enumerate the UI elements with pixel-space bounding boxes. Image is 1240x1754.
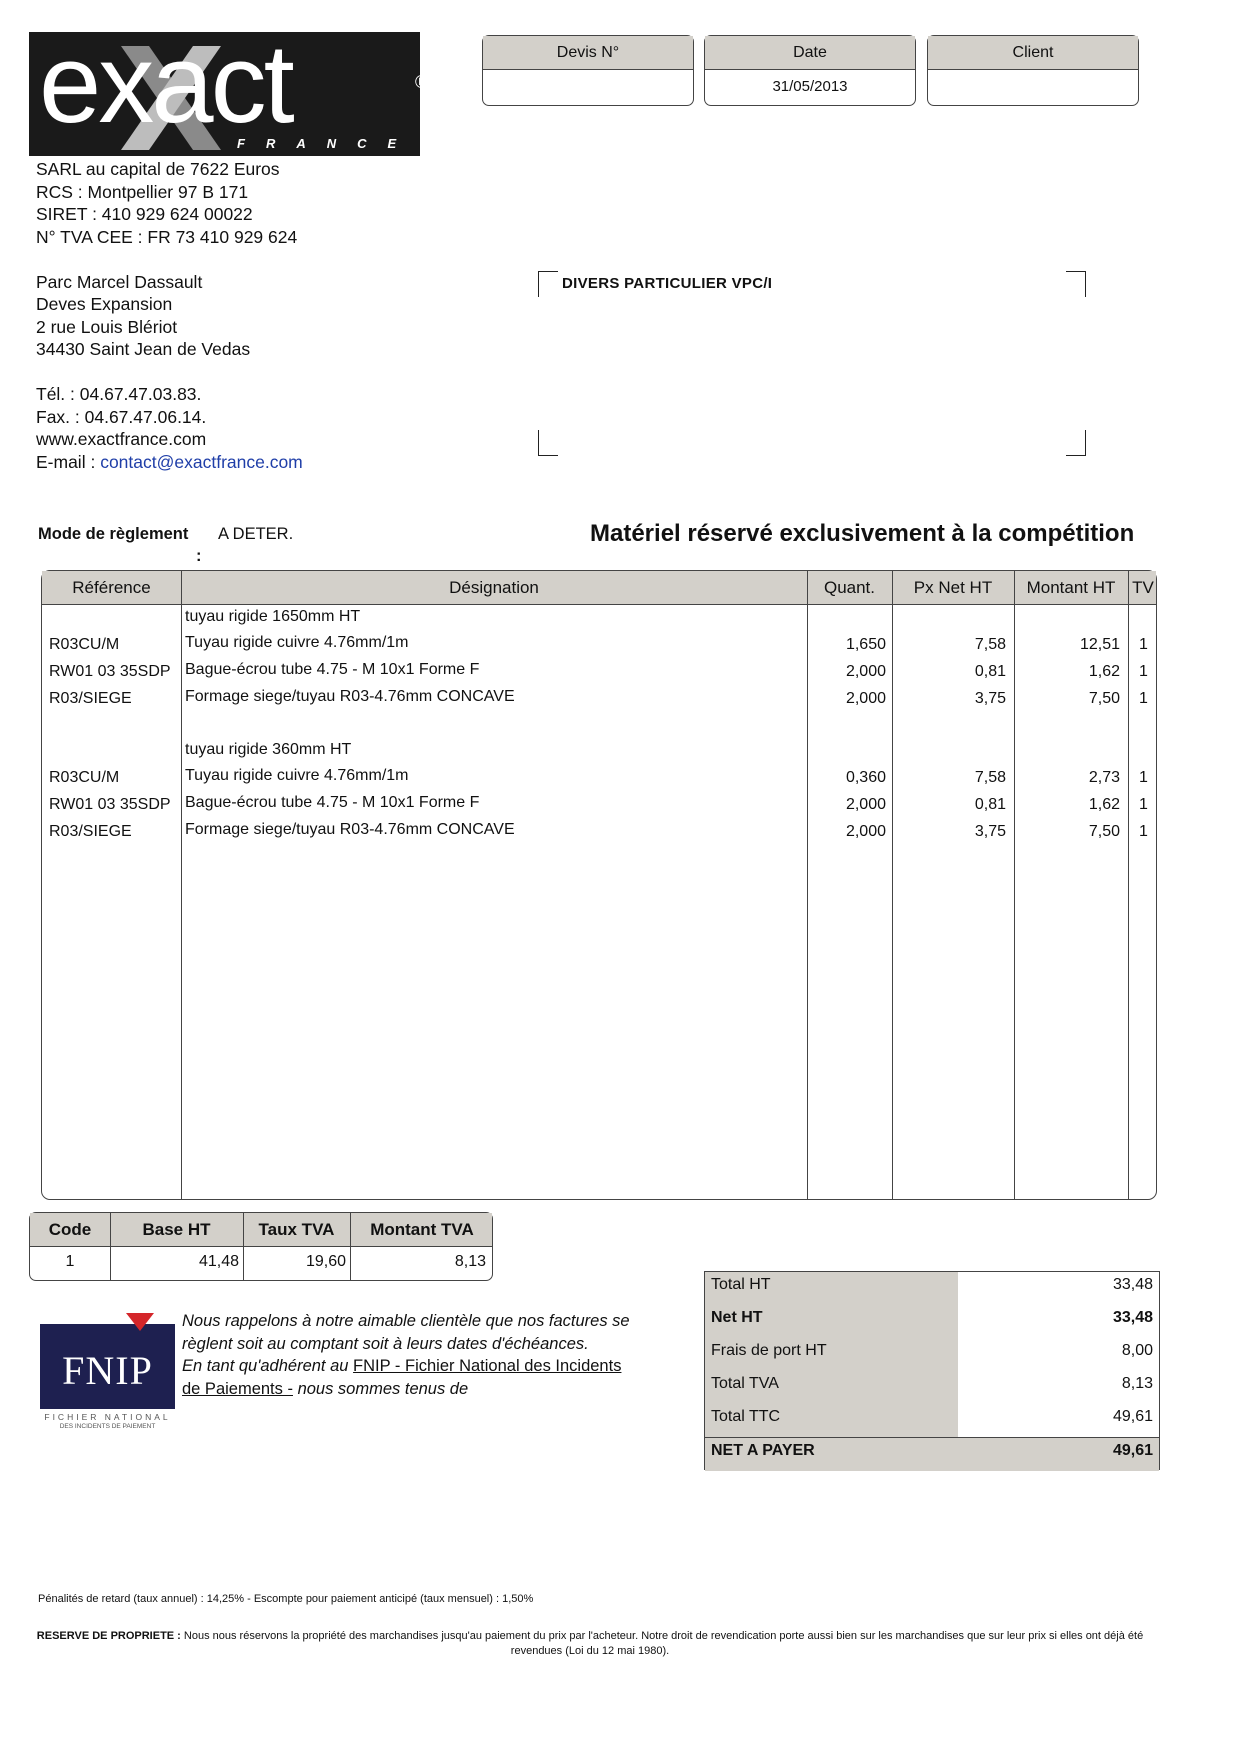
col-divider — [892, 571, 893, 1199]
fnip-logo-subtitle: FICHIER NATIONAL — [44, 1412, 171, 1422]
row-ref: R03/SIEGE — [49, 823, 132, 840]
row-designation: Formage siege/tuyau R03-4.76mm CONCAVE — [185, 821, 515, 838]
date-box — [704, 35, 916, 106]
row-qty: 2,000 — [845, 796, 886, 813]
totals-box — [704, 1271, 1160, 1470]
totals-row — [705, 1272, 1159, 1305]
logo-word: exact — [39, 21, 292, 146]
totals-label: Total TTC — [705, 1404, 958, 1437]
net-a-payer-label: NET A PAYER — [705, 1438, 1159, 1471]
col-divider — [243, 1213, 244, 1280]
net-a-payer-value: 49,61 — [1112, 1442, 1153, 1459]
row-price: 3,75 — [974, 823, 1006, 840]
row-price: 3,75 — [974, 690, 1006, 707]
row-designation: Bague-écrou tube 4.75 - M 10x1 Forme F — [185, 661, 480, 678]
vat-base: 41,48 — [198, 1253, 239, 1270]
row-ref: RW01 03 35SDP — [49, 796, 171, 813]
row-amount: 7,50 — [1088, 690, 1120, 707]
row-qty: 2,000 — [845, 823, 886, 840]
reserve-label: RESERVE DE PROPRIETE : — [36, 1630, 184, 1642]
row-ref: RW01 03 35SDP — [49, 663, 171, 680]
fnip-logo-text: FNIP — [62, 1348, 153, 1393]
devis-box — [482, 35, 694, 106]
row-price: 7,58 — [974, 636, 1006, 653]
totals-value: 33,48 — [1112, 1276, 1153, 1293]
row-qty: 2,000 — [845, 663, 886, 680]
row-amount: 1,62 — [1088, 663, 1120, 680]
col-divider — [181, 571, 182, 1199]
email-label: E-mail : — [36, 451, 101, 472]
fnip-logo-triangle — [126, 1313, 154, 1331]
row-tva: 1 — [1139, 636, 1148, 653]
row-ref: R03CU/M — [49, 636, 120, 653]
bracket-bottom-right — [1066, 430, 1086, 456]
email-link[interactable]: contact@exactfrance.com — [100, 451, 303, 472]
row-qty: 0,360 — [845, 769, 886, 786]
row-price: 0,81 — [974, 663, 1006, 680]
date-label: Date — [705, 36, 915, 70]
totals-label: Total HT — [705, 1272, 958, 1305]
fnip-notice-text2 — [182, 1355, 632, 1400]
row-amount: 1,62 — [1088, 796, 1120, 813]
vat-summary-table — [29, 1212, 493, 1281]
company-email-line — [36, 451, 303, 474]
col-header-tva: TV — [1132, 578, 1154, 597]
vat-col-code: Code — [48, 1220, 92, 1239]
col-header-amount: Montant HT — [1026, 578, 1116, 597]
company-logo — [29, 21, 429, 156]
totals-value: 33,48 — [1112, 1309, 1153, 1326]
col-divider — [807, 571, 808, 1199]
payment-mode-label-text: Mode de règlement — [38, 525, 189, 543]
fnip-logo — [40, 1313, 175, 1433]
company-address-line: Deves Expansion — [36, 294, 173, 314]
net-a-payer-row — [705, 1437, 1159, 1471]
client-name: DIVERS PARTICULIER VPC/I — [562, 275, 773, 292]
vat-header — [30, 1213, 492, 1247]
company-info — [36, 158, 303, 473]
row-tva: 1 — [1139, 690, 1148, 707]
retention-of-title-note — [30, 1629, 1150, 1659]
vat-col-taux: Taux TVA — [258, 1220, 335, 1239]
col-divider — [1128, 571, 1129, 1199]
company-legal-line: SIRET : 410 929 624 00022 — [36, 204, 253, 224]
bracket-top-right — [1066, 271, 1086, 297]
fnip-notice-suffix: nous sommes tenus de — [292, 1379, 469, 1398]
totals-label: Total TVA — [705, 1371, 958, 1404]
row-designation: Bague-écrou tube 4.75 - M 10x1 Forme F — [185, 794, 480, 811]
totals-row — [705, 1338, 1159, 1371]
company-legal-line: SARL au capital de 7622 Euros — [36, 159, 280, 179]
company-website[interactable]: www.exactfrance.com — [36, 429, 207, 449]
totals-label: Net HT — [705, 1305, 958, 1338]
vat-code: 1 — [65, 1253, 75, 1270]
competition-notice: Matériel réservé exclusivement à la compétition — [590, 520, 1135, 547]
row-tva: 1 — [1139, 823, 1148, 840]
bracket-top-left — [538, 271, 558, 297]
row-amount: 2,73 — [1088, 769, 1120, 786]
row-ref: R03/SIEGE — [49, 690, 132, 707]
row-designation: Formage siege/tuyau R03-4.76mm CONCAVE — [185, 688, 515, 705]
payment-mode-value: A DETER. — [218, 525, 294, 543]
totals-row — [705, 1404, 1159, 1437]
totals-value: 8,13 — [1121, 1375, 1153, 1392]
col-divider — [110, 1213, 111, 1280]
col-header-price: Px Net HT — [913, 578, 993, 597]
fnip-notice-link: FNIP - Fichier National des Incidents de Paiements - — [182, 1357, 622, 1398]
table-header — [42, 571, 1156, 605]
date-value: 31/05/2013 — [772, 78, 848, 95]
fnip-notice — [182, 1310, 632, 1400]
company-legal-line: RCS : Montpellier 97 B 171 — [36, 181, 249, 202]
row-price: 0,81 — [974, 796, 1006, 813]
late-penalties-note: Pénalités de retard (taux annuel) : 14,25% - Escompte pour paiement anticipé (taux mensuel) : 1,50% — [38, 1593, 534, 1605]
totals-row — [705, 1305, 1159, 1338]
devis-label: Devis N° — [483, 36, 693, 70]
fnip-notice-text: Nous rappelons à notre aimable clientèle que nos factures se règlent soit au comptant soit à leurs dates d'échéances. — [182, 1312, 630, 1353]
client-address-box — [538, 271, 1086, 456]
invoice-lines-table — [41, 570, 1157, 1200]
fnip-logo-subtitle: DES INCIDENTS DE PAIEMENT — [59, 1423, 156, 1430]
row-price: 7,58 — [974, 769, 1006, 786]
company-legal-line: N° TVA CEE : FR 73 410 929 624 — [36, 226, 298, 247]
row-qty: 2,000 — [845, 690, 886, 707]
payment-mode-colon: : — [196, 547, 202, 565]
group-heading: tuyau rigide 1650mm HT — [185, 608, 361, 625]
bracket-bottom-left — [538, 430, 558, 456]
col-divider — [350, 1213, 351, 1280]
row-amount: 12,51 — [1079, 636, 1120, 653]
row-tva: 1 — [1139, 796, 1148, 813]
row-amount: 7,50 — [1088, 823, 1120, 840]
company-tel: Tél. : 04.67.47.03.83. — [36, 384, 202, 404]
reserve-text: Nous nous réservons la propriété des marchandises jusqu'au paiement du prix par l'acheteur. Notre droit de revendication porte aussi bien sur les marchandises que sur leur prix si elles ont déjà été revendues (Loi du 12 mai 1980). — [183, 1630, 1144, 1657]
row-qty: 1,650 — [845, 636, 886, 653]
row-tva: 1 — [1139, 769, 1148, 786]
fnip-notice-prefix: En tant qu'adhérent au — [182, 1357, 354, 1375]
row-ref: R03CU/M — [49, 769, 120, 786]
totals-value: 8,00 — [1121, 1342, 1153, 1359]
payment-mode-label — [38, 523, 202, 567]
client-box — [927, 35, 1139, 106]
row-designation: Tuyau rigide cuivre 4.76mm/1m — [185, 634, 409, 651]
vat-amount: 8,13 — [454, 1253, 486, 1270]
company-address-line: Parc Marcel Dassault — [36, 271, 203, 292]
col-divider — [1014, 571, 1015, 1199]
client-label: Client — [928, 36, 1138, 70]
vat-col-base: Base HT — [142, 1220, 211, 1239]
company-fax: Fax. : 04.67.47.06.14. — [36, 406, 207, 427]
vat-col-montant: Montant TVA — [370, 1220, 474, 1239]
col-header-designation: Désignation — [449, 578, 539, 597]
totals-row — [705, 1371, 1159, 1404]
totals-label: Frais de port HT — [705, 1338, 958, 1371]
row-designation: Tuyau rigide cuivre 4.76mm/1m — [185, 767, 409, 784]
col-header-ref: Référence — [72, 578, 151, 597]
totals-value: 49,61 — [1112, 1408, 1153, 1425]
logo-subtitle: FRANCE — [237, 136, 418, 151]
group-heading: tuyau rigide 360mm HT — [185, 741, 352, 758]
col-header-qty: Quant. — [823, 578, 876, 597]
company-address-line: 2 rue Louis Blériot — [36, 316, 178, 337]
company-address-line: 34430 Saint Jean de Vedas — [36, 339, 251, 359]
logo-registered: ® — [415, 72, 429, 92]
row-tva: 1 — [1139, 663, 1148, 680]
vat-rate: 19,60 — [305, 1253, 346, 1270]
